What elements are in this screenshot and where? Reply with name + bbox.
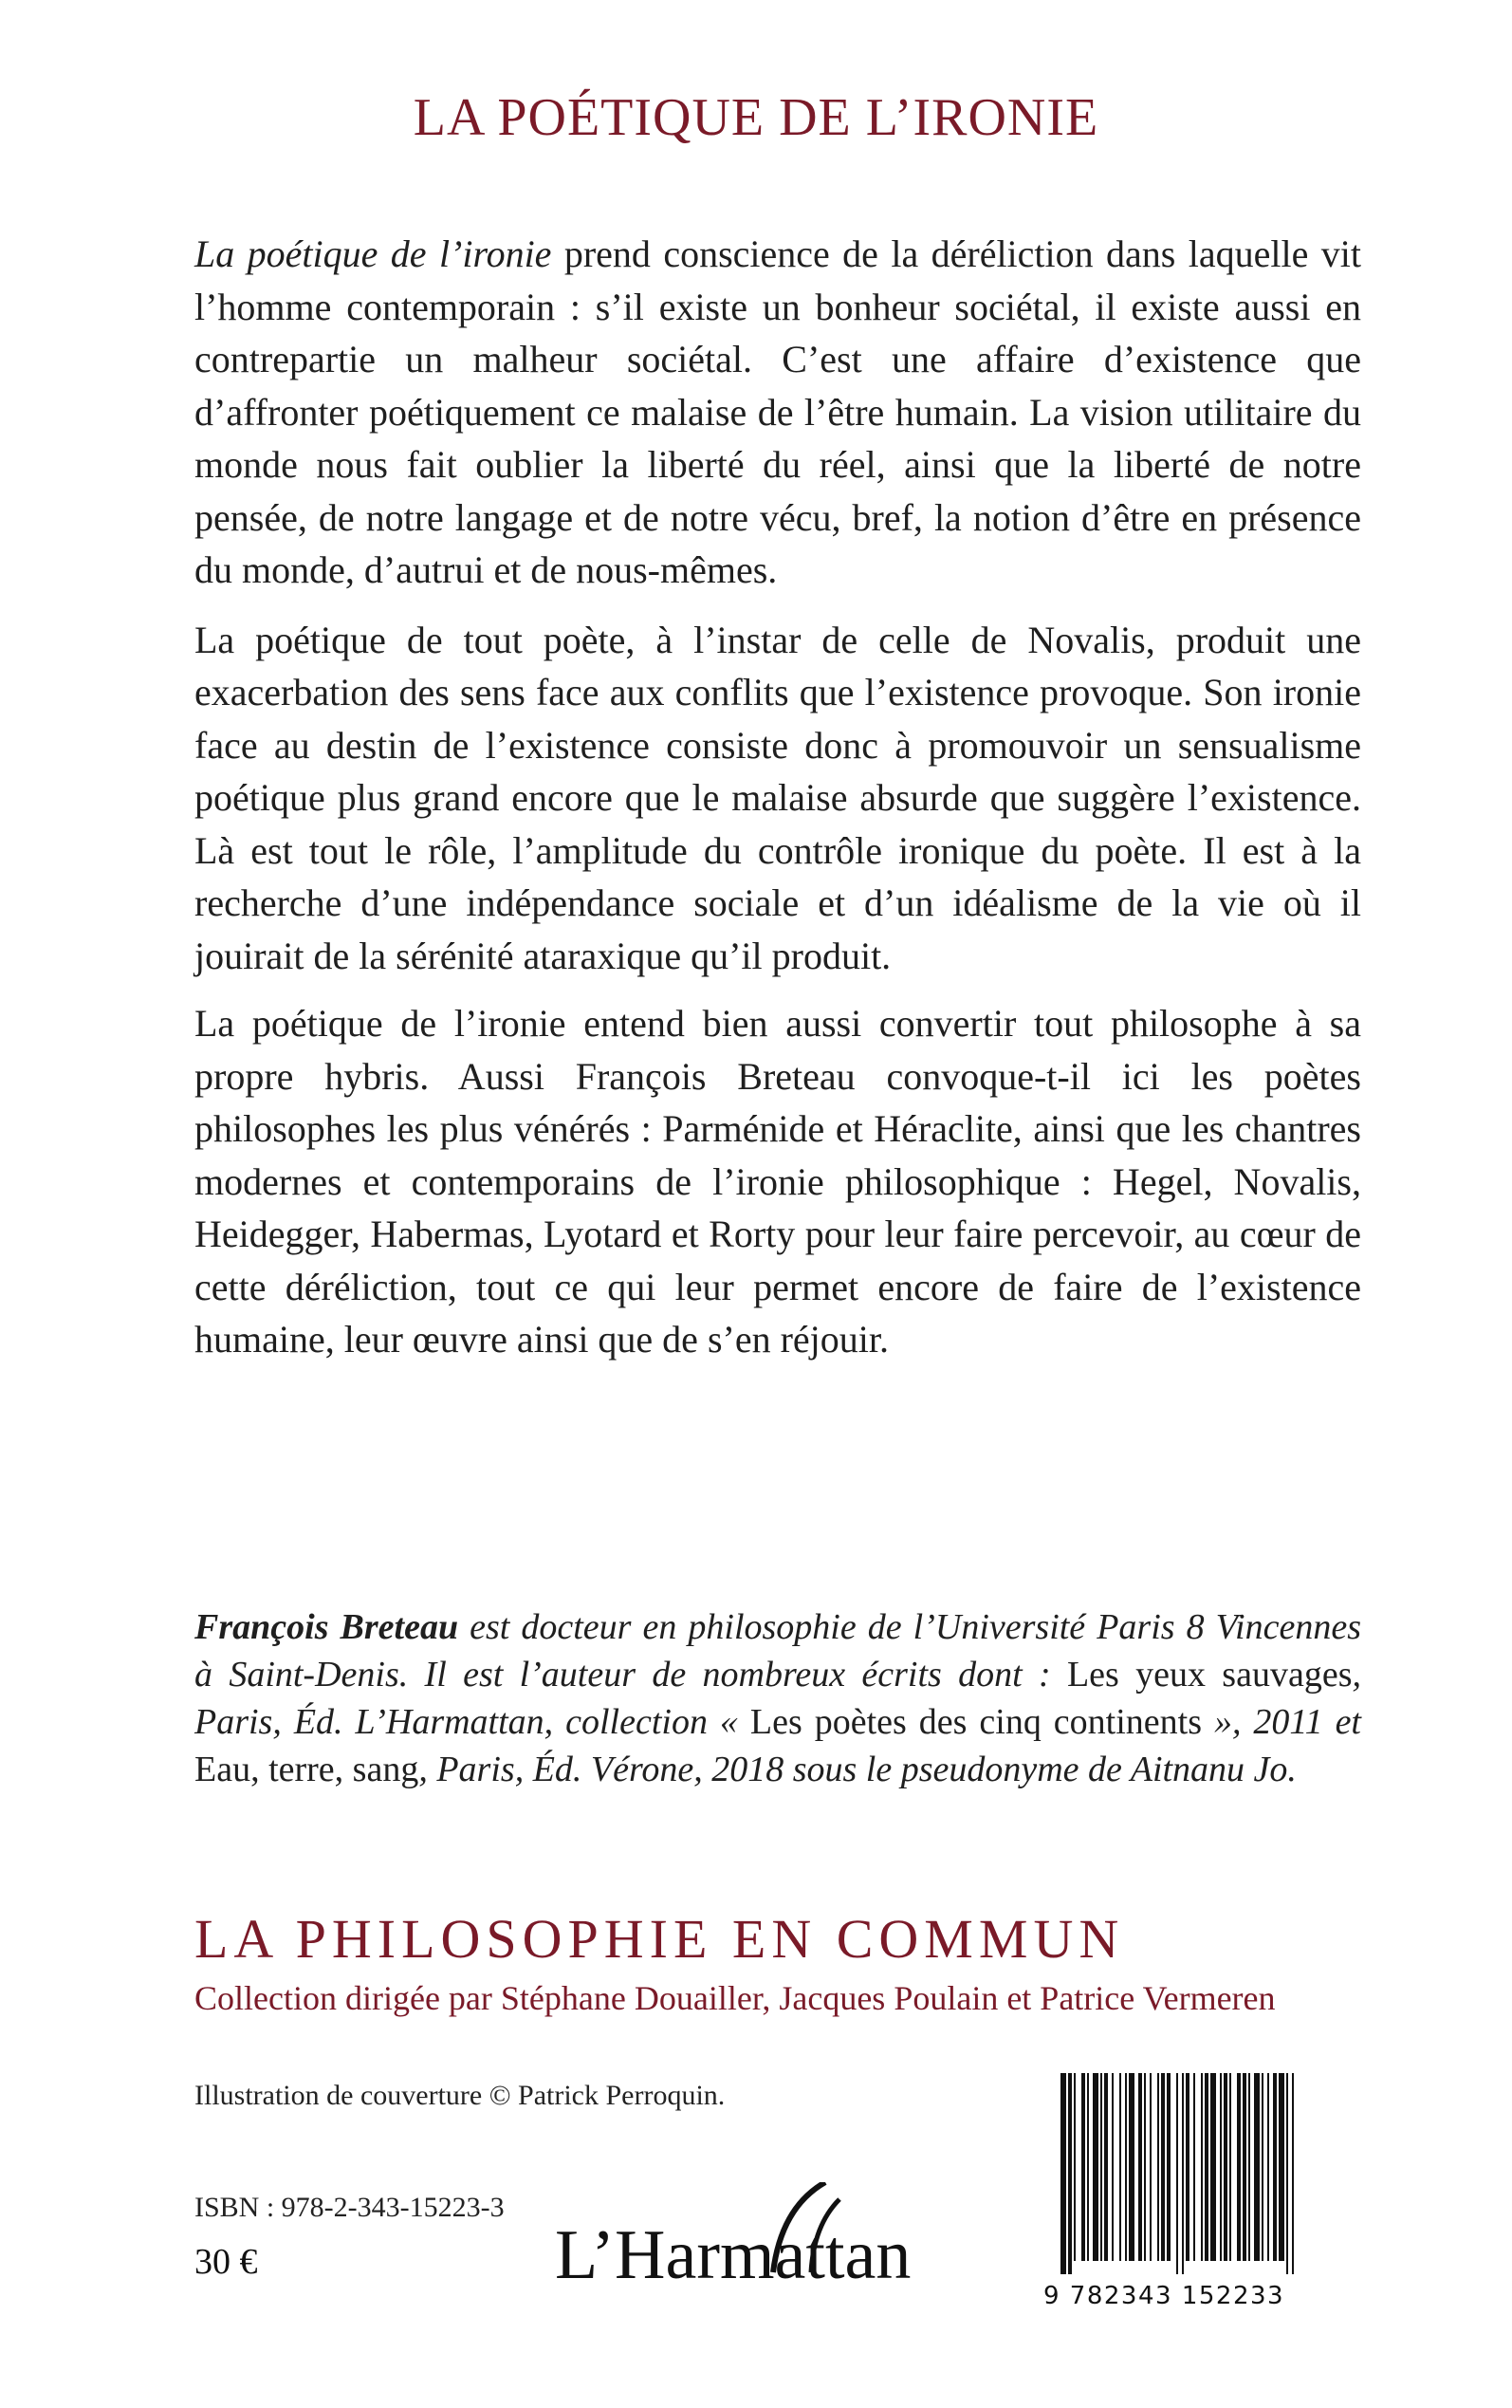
barcode-bar	[1125, 2073, 1127, 2261]
barcode-bar	[1144, 2073, 1146, 2261]
barcode-bar	[1292, 2073, 1294, 2274]
barcode-bar	[1112, 2073, 1114, 2261]
barcode-bar	[1081, 2073, 1085, 2261]
barcode-bar	[1074, 2073, 1076, 2261]
barcode-bar	[1068, 2073, 1072, 2274]
barcode-bar	[1243, 2073, 1246, 2261]
barcode-digits: 9 782343 152233	[1043, 2282, 1285, 2310]
barcode-bar	[1201, 2073, 1203, 2261]
series-directors: Collection dirigée par Stéphane Douailler, Jacques Poulain et Patrice Vermeren	[194, 1979, 1276, 2017]
barcode-bar	[1138, 2073, 1142, 2261]
book-title-2: Eau, terre, sang	[194, 1750, 419, 1789]
author-bio-text-2: , Paris, Éd. L’Harmattan, collection «	[194, 1655, 1361, 1742]
barcode-bar	[1093, 2073, 1098, 2261]
barcode-bar	[1167, 2073, 1171, 2261]
author-bio-text-1: est docteur en philosophie de l’Université Paris 8 Vincennes à Saint-Denis. Il est l’auteur de nombreux écrits dont :	[194, 1607, 1361, 1695]
barcode-bar	[1176, 2073, 1178, 2274]
barcode-bar	[1087, 2073, 1089, 2261]
barcode-bar	[1237, 2073, 1241, 2261]
barcode-bar	[1161, 2073, 1165, 2261]
barcode-bar	[1229, 2073, 1231, 2261]
barcode	[1043, 2073, 1366, 2310]
barcode-bar	[1279, 2073, 1284, 2261]
barcode-bar	[1210, 2073, 1216, 2261]
isbn: ISBN : 978-2-343-15223-3	[194, 2192, 505, 2223]
series-name: LA PHILOSOPHIE EN COMMUN	[194, 1908, 1125, 1970]
barcode-bar	[1205, 2073, 1208, 2261]
barcode-bar	[1262, 2073, 1263, 2261]
collection-title: Les poètes des cinq continents	[749, 1702, 1202, 1742]
author-bio-text-3: », 2011 et	[1201, 1702, 1361, 1742]
barcode-bar	[1254, 2073, 1260, 2261]
author-bio-text-4: , Paris, Éd. Vérone, 2018 sous le pseudonyme de Aitnanu Jo.	[418, 1750, 1297, 1789]
barcode-bar	[1186, 2073, 1189, 2261]
barcode-bar	[1248, 2073, 1250, 2261]
barcode-bar	[1286, 2073, 1288, 2274]
barcode-bar	[1273, 2073, 1277, 2261]
author-bio	[194, 1603, 1361, 1793]
barcode-bar	[1267, 2073, 1269, 2261]
barcode-bar	[1129, 2073, 1134, 2261]
price: 30 €	[194, 2242, 258, 2282]
summary-title-italic: La poétique de l’ironie	[194, 232, 552, 275]
barcode-bar	[1150, 2073, 1152, 2261]
barcode-bar	[1182, 2073, 1184, 2274]
barcode-bar	[1157, 2073, 1159, 2261]
publisher-logo	[555, 2182, 972, 2296]
author-name: François Breteau	[194, 1607, 459, 1647]
book-title-1: Les yeux sauvages	[1066, 1655, 1353, 1695]
barcode-bar	[1224, 2073, 1227, 2261]
barcode-bars-icon	[1043, 2073, 1366, 2277]
summary-paragraph-3: La poétique de l’ironie entend bien aussi convertir tout philosophe à sa propre hybris. Aussi François Breteau convoque-t-il ici les poètes philosophes les plus vénérés : Parménide et Héraclite, ainsi que les chantres modernes et contemporains de l’ironie philosophique : Hegel, Novalis, Heidegger, Habermas, Lyotard et Rorty pour leur faire percevoir, au cœur de cette déréliction, tout ce qui leur permet encore de faire de l’existence humaine, leur œuvre ainsi que de s’en réjouir.	[194, 1002, 1361, 1361]
publisher-name: L’Harmattan	[555, 2216, 912, 2294]
barcode-bar	[1104, 2073, 1108, 2261]
summary-text	[194, 228, 1361, 1381]
illustration-credit: Illustration de couverture © Patrick Perroquin.	[194, 2080, 726, 2111]
barcode-bar	[1100, 2073, 1102, 2261]
summary-paragraph-2: La poétique de tout poète, à l’instar de celle de Novalis, produit une exacerbation des sens face aux conflits que l’existence provoque. Son ironie face au destin de l’existence consiste donc à promouvoir un sensualisme poétique plus grand encore que le malaise absurde que suggère l’existence. Là est tout le rôle, l’amplitude du contrôle ironique du poète. Il est à la recherche d’une indépendance sociale et d’un idéalisme de la vie où il jouirait de la sérénité ataraxique qu’il produit.	[194, 618, 1361, 977]
barcode-bar	[1119, 2073, 1121, 2261]
summary-paragraph-1-text: prend conscience de la déréliction dans laquelle vit l’homme contemporain : s’il existe un bonheur sociétal, il existe aussi en contrepartie un malheur sociétal. C’est une affaire d’existence que d’affronter poétiquement ce malaise de l’être humain. La vision utilitaire du monde nous fait oublier la liberté du réel, ainsi que la liberté de notre pensée, de notre langage et de notre vécu, bref, la notion d’être en présence du monde, d’autrui et de nous-mêmes.	[194, 232, 1362, 591]
barcode-bar	[1220, 2073, 1222, 2261]
barcode-bar	[1193, 2073, 1195, 2261]
barcode-bar	[1060, 2073, 1066, 2274]
book-title: LA POÉTIQUE DE L’IRONIE	[413, 88, 1099, 147]
summary-paragraph-1	[194, 228, 1361, 597]
